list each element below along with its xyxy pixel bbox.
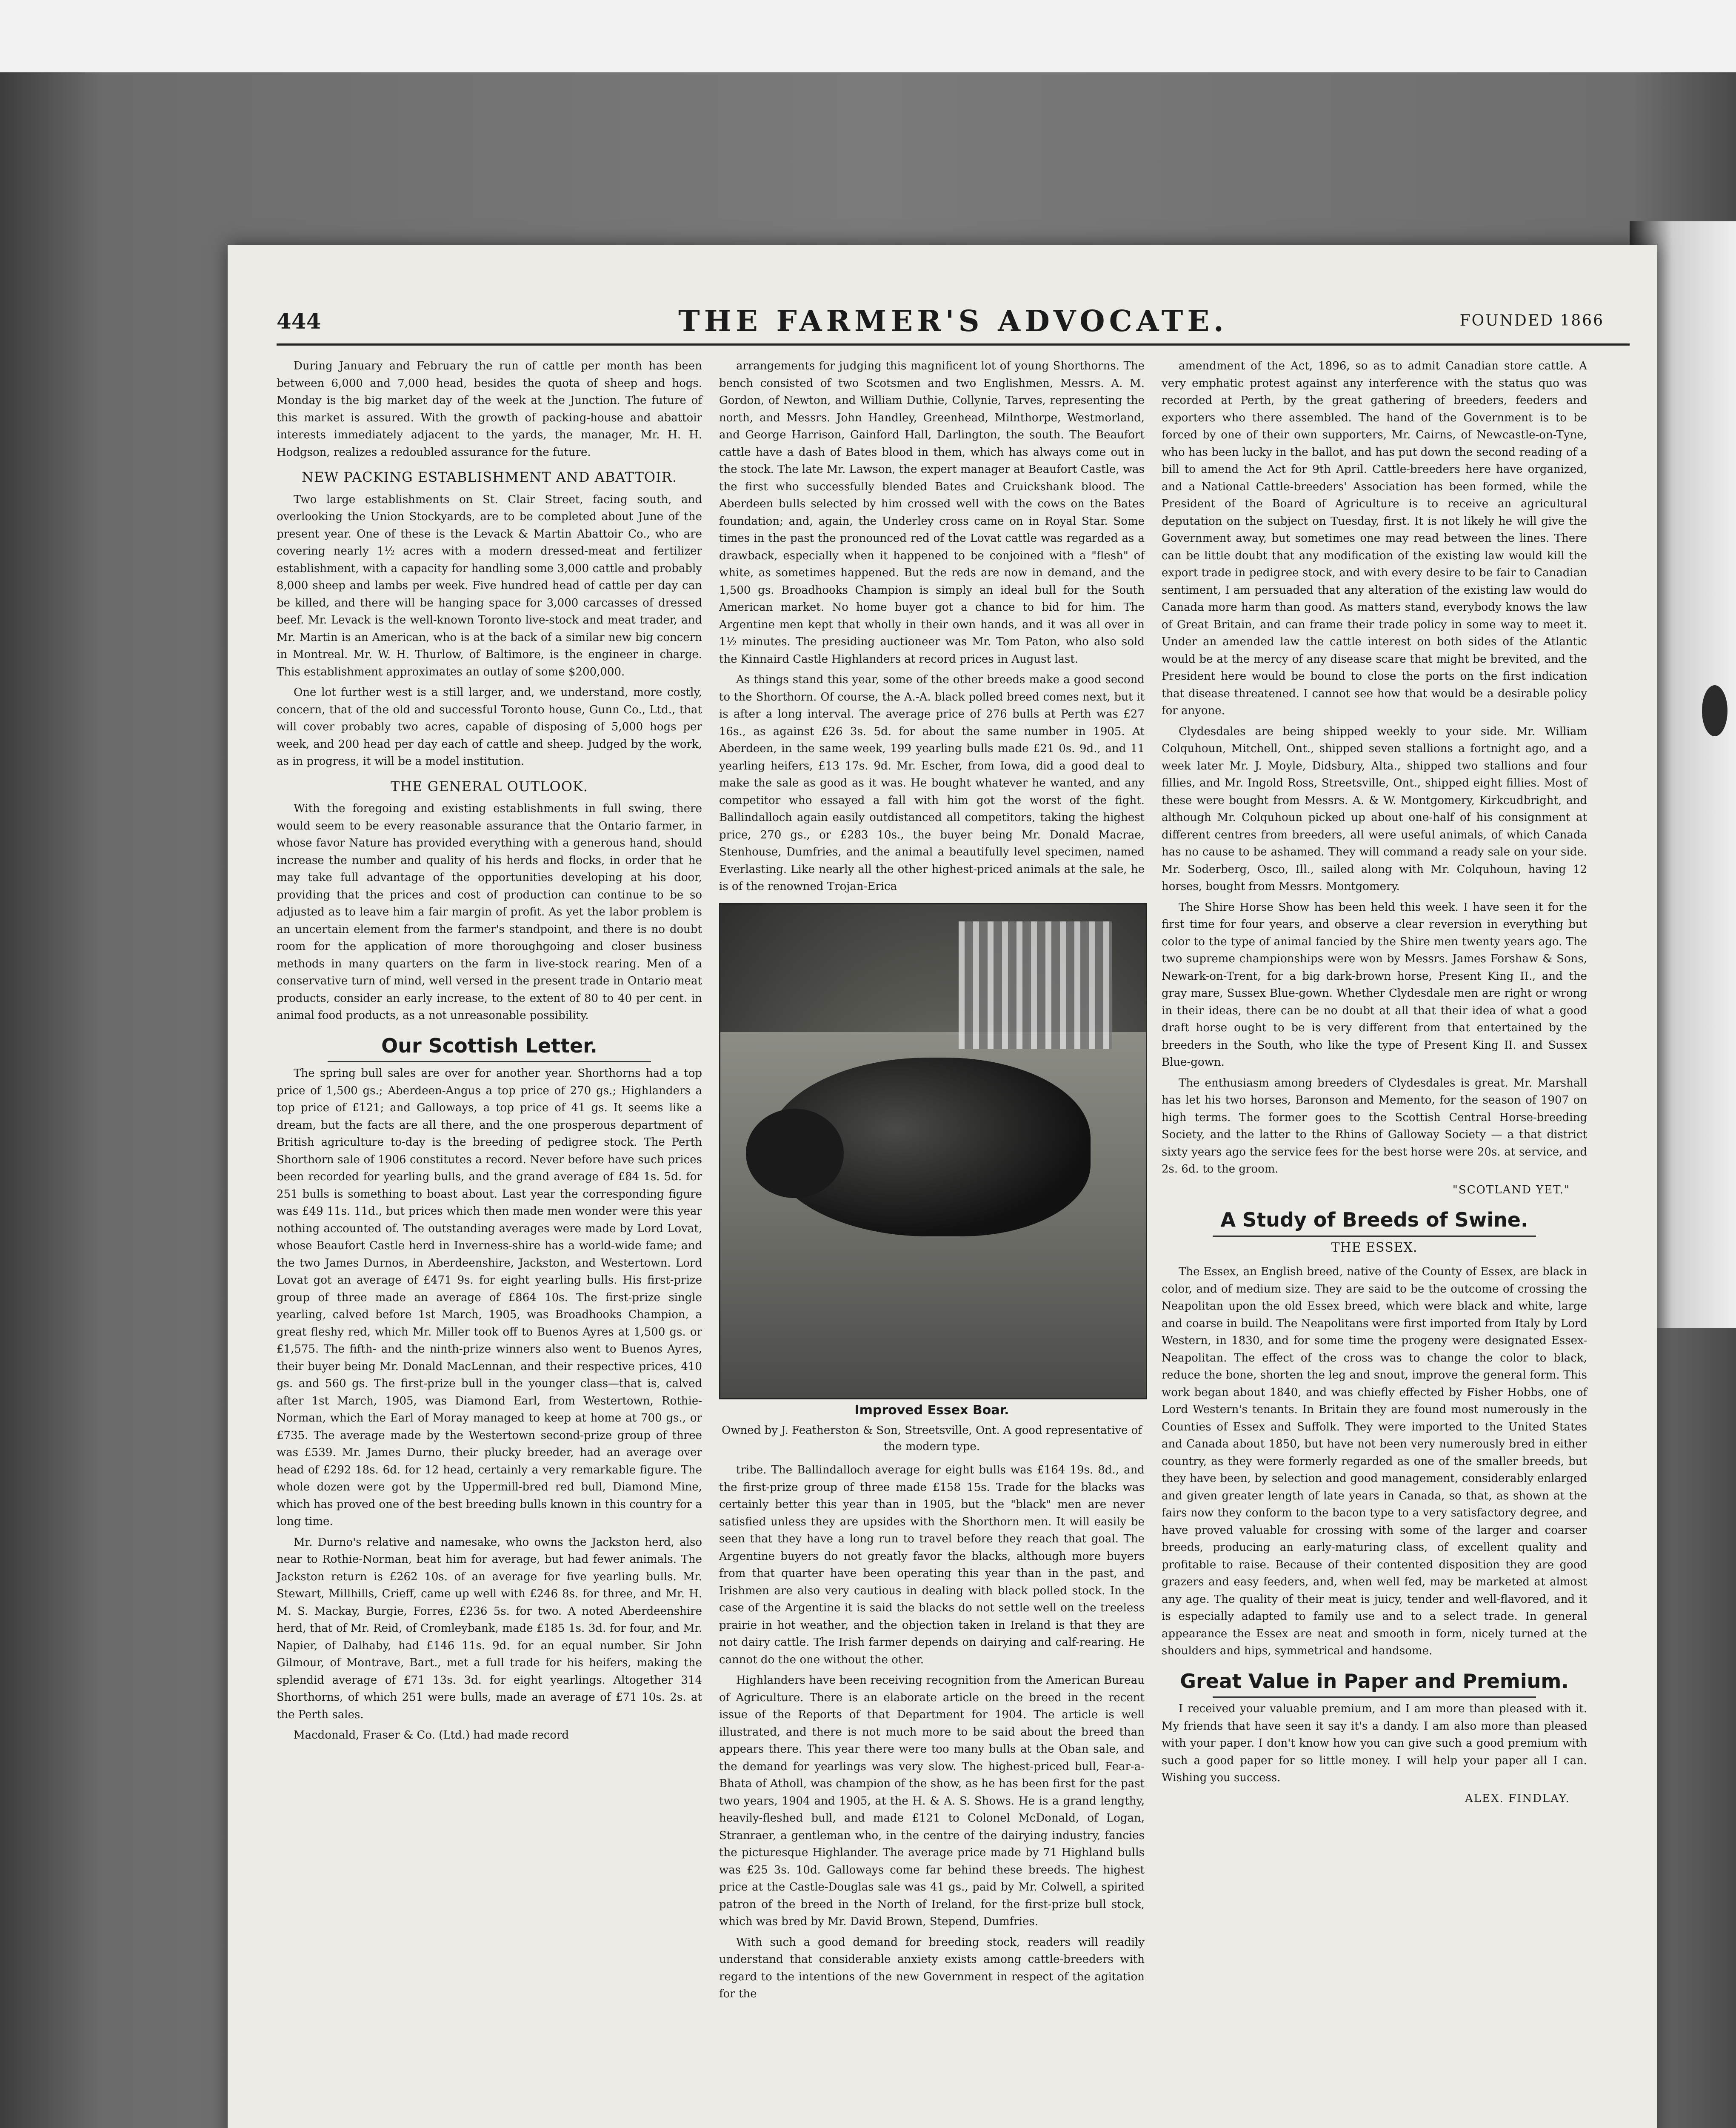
paragraph: I received your valuable premium, and I am more than pleased with it. My friends that have seen it say it's a dandy. I am also more than pleased with your paper. I don't know how you can give such a good premium with such a good paper for so little money. I will help your paper all I can. Wishing you success. <box>1162 1702 1587 1784</box>
paragraph: As things stand this year, some of the other breeds make a good second to the Shorthorn. Of course, the A.-A. black polled breed comes next, but it is after a long interval. The average price of 276 bulls at Perth was £27 16s., as against £26 3s. 5d. for about the same number in 1905. At Aberdeen, in the same week, 199 yearling bulls made £21 0s. 9d., and 11 yearling heifers, £13 17s. 9d. Mr. Escher, from Iowa, did a good deal to make the sale as good as it was. He bought whatever he wanted, and any competitor who essayed a fall with him got the worst of the fight. Ballindalloch again easily outdistanced all competitors, taking the highest price, 270 gs., or £283 10s., the buyer being Mr. Donald Macrae, Stenhouse, Dumfries, and the animal a beautifully level specimen, named Everlasting. Like nearly all the other highest-priced animals at the sale, he is of the renowned Trojan-Erica <box>719 673 1145 893</box>
paragraph: Macdonald, Fraser & Co. (Ltd.) had made record <box>294 1729 569 1742</box>
paragraph: Mr. Durno's relative and namesake, who owns the Jackston herd, also near to Rothie-Norman, beat him for average, but had fewer animals. The Jackston return is £262 10s. of an average for five yearling bulls. Mr. Stewart, Millhills, Crieff, came up well with £246 8s. for three, and Mr. H. M. S. Mackay, Burgie, Forres, £236 5s. for two. A noted Aberdeenshire herd, that of Mr. Reid, of Cromleybank, made £185 1s. 3d. for four, and Mr. Napier, of Dalhaby, had £146 11s. 9d. for an equal number. Sir John Gilmour, of Montrave, Bart., met a full trade for his heifers, making the splendid average of £71 13s. 3d. for eight yearlings. Altogether 314 Shorthorns, of which 251 were bulls, made an average of £71 10s. 2s. at the Perth sales. <box>277 1536 702 1721</box>
essex-boar-photo <box>719 903 1147 1399</box>
column-3 <box>1162 358 1587 1811</box>
founded-label: FOUNDED 1866 <box>1459 312 1604 329</box>
heading-scottish-letter: Our Scottish Letter. <box>381 1034 597 1057</box>
paragraph: amendment of the Act, 1896, so as to admit Canadian store cattle. A very emphatic protest against any interference with the status quo was recorded at Perth, by the great gathering of breeders, feeders and exporters who there assembled. The hand of the Government is to be forced by one of their own supporters, Mr. Cairns, of Newcastle-on-Tyne, who has been lucky in the ballot, and has put down the second reading of a bill to amend the Act for 9th April. Cattle-breeders here have organized, and a National Cattle-breeders' Association has been formed, while the President of the Board of Agriculture is to receive an agricultural deputation on the subject on Tuesday, first. It is not likely he will give the Government away, but sometimes one may read between the lines. There can be little doubt that any modification of the existing law would kill the export trade in pedigree stock, and with every desire to be fair to Canadian sentiment, I am persuaded that any alteration of the existing law would do Canada more harm than good. As matters stand, everybody knows the law of Great Britain, and can frame their trade policy in some way to meet it. Under an amended law the cattle interest on both sides of the Atlantic would be at the mercy of any disease scare that might be brevited, and the President here would be bound to close the ports on the first indication that disease threatened. I cannot see how that would be a desirable policy for anyone. <box>1162 360 1587 717</box>
paragraph: The Essex, an English breed, native of the County of Essex, are black in color, and of medium size. They are said to be the outcome of crossing the Neapolitan upon the old Essex breed, which were black and white, large and coarse in build. The Neapolitans were first imported from Italy by Lord Western, in 1830, and for some time the progeny were designated Essex-Neapolitan. The effect of the cross was to change the color to black, reduce the bone, shorten the leg and snout, improve the general form. This work began about 1840, and was chiefly effected by Fisher Hobbs, one of Lord Western's tenants. In Britain they are found most numerously in the Counties of Essex and Suffolk. They were imported to the United States and Canada about 1850, but have not been very numerously bred in either country, as they were formerly regarded as one of the smaller breeds, but they have been, by selection and good management, considerably enlarged and given greater length of late years in Canada, so that, as shown at the fairs now they conform to the bacon type to a very satisfactory degree, and have proved valuable for crossing with some of the larger and coarser breeds, producing an early-maturing class, of excellent quality and profitable to raise. Because of their contented disposition they are good grazers and easy feeders, and, when well fed, may be marketed at almost any age. The quality of their meat is juicy, tender and well-flavored, and it is especially adapted to family use and to a select trade. In general appearance the Essex are neat and smooth in form, nicely turned at the shoulders and hips, symmetrical and handsome. <box>1162 1265 1587 1657</box>
paragraph-intro: During January and February the run of cattle per month has been between 6,000 and 7,000 head, besides the quota of sheep and hogs. Monday is the big market day of the week at the Junction. The future of this market is assured. With the growth of packing-house and abattoir interests immediately adjacent to the yards, the manager, Mr. H. H. Hodgson, realizes a redoubled assurance for the future. <box>277 360 702 459</box>
page-content <box>277 304 1630 2128</box>
heading-swine-study: A Study of Breeds of Swine. <box>1220 1208 1528 1231</box>
paragraph: arrangements for judging this magnificent lot of young Shorthorns. The bench consisted of two Scotsmen and two Englishmen, Messrs. A. M. Gordon, of Newton, and William Duthie, Collynie, Tarves, representing the north, and Messrs. John Handley, Greenhead, Milnthorpe, Westmorland, and George Harrison, Gainford Hall, Darlington, the south. The Beaufort cattle have a dash of Bates blood in them, which has always come out in the stock. The late Mr. Lawson, the expert manager at Beaufort Castle, was the first who successfully blended Bates and Cruickshank blood. The Aberdeen bulls selected by him crossed well with the cows on the Bates foundation; and, again, the Underley cross came on in Royal Star. Some times in the past the pronounced red of the Lovat cattle was regarded as a drawback, especially when it happened to be conjoined with a "flesh" of white, as sometimes happened. But the reds are now in demand, and the 1,500 gs. Broadhooks Champion is simply an ideal bull for the South American market. No home buyer got a chance to bid for him. The Argentine men kept that wholly in their own hands, and it was all over in 1½ minutes. The presiding auctioneer was Mr. Tom Paton, who also sold the Kinnaird Castle Highlanders at record prices in August last. <box>719 360 1145 666</box>
column-2 <box>719 358 1145 2006</box>
paragraph: One lot further west is a still larger, and, we understand, more costly, concern, that of the old and successful Toronto house, Gunn Co., Ltd., that will cover probably two acres, capable of disposing of 5,000 hogs per week, and 200 head per day each of cattle and sheep. Judged by the work, as in progress, it will be a model institution. <box>277 686 702 768</box>
heading-packing: NEW PACKING ESTABLISHMENT AND ABATTOIR. <box>301 469 677 485</box>
divider <box>328 1061 651 1062</box>
scan-top-margin <box>0 0 1736 72</box>
masthead-rule <box>277 343 1630 346</box>
paragraph: The enthusiasm among breeders of Clydesdales is great. Mr. Marshall has let his two horses, Baronson and Memento, for the season of 1907 on high terms. The former goes to the Scottish Central Horse-breeding Society, and the latter to the Rhins of Galloway Society — a that district sixty years ago the service fees for the best horse were 20s. at service, and 2s. 6d. to the groom. <box>1162 1076 1587 1176</box>
paragraph: Two large establishments on St. Clair Street, facing south, and overlooking the Union Stockyards, are to be completed about June of the present year. One of these is the Levack & Martin Abattoir Co., who are covering nearly 1½ acres with a modern dressed-meat and fertilizer establishment, with a capacity for handling some 3,000 cattle and probably 8,000 sheep and lambs per week. Five hundred head of cattle per day can be killed, and there will be hanging space for 3,000 carcasses of dressed beef. Mr. Levack is the well-known Toronto live-stock and meat trader, and Mr. Martin is an American, who is at the back of a similar new big concern in Montreal. Mr. W. H. Thurlow, of Baltimore, is the engineer in charge. This establishment approximates an outlay of some $200,000. <box>277 493 702 678</box>
signature-scotland-yet: "SCOTLAND YET." <box>1452 1183 1570 1196</box>
paragraph: Highlanders have been receiving recognition from the American Bureau of Agriculture. There is an elaborate article on the breed in the recent issue of the Reports of that Department for 1904. The article is well illustrated, and there is not much more to be said about the breed than appears there. This year there were too many bulls at the Oban sale, and the demand for yearlings was very slow. The highest-priced bull, Fear-a-Bhata of Atholl, was champion of the show, as he has been first for the past two years, 1904 and 1905, at the H. & A. S. Shows. He is a grand lengthy, heavily-fleshed bull, and made £121 to Colonel McDonald, of Logan, Stranraer, a gentleman who, in the centre of the dairying industry, fancies the picturesque Highlander. The average price made by 71 Highland bulls was £25 3s. 10d. Galloways come far behind these breeds. The highest price at the Castle-Douglas sale was 41 gs., paid by Mr. Colwell, a spirited patron of the breed in the North of Ireland, for the first-prize bull stock, which was bred by Mr. David Brown, Stepend, Dumfries. <box>719 1674 1145 1928</box>
divider <box>1213 1696 1536 1698</box>
paragraph: The spring bull sales are over for another year. Shorthorns had a top price of 1,500 gs.; Aberdeen-Angus a top price of 270 gs.; Highlanders a top price of £121; and Galloways, a top price of 41 gs. It seems like a dream, but the facts are all there, and the one prosperous department of British agriculture to-day is the breeding of pedigree stock. The Perth Shorthorn sale of 1906 constitutes a record. Never before have such prices been recorded for yearling bulls, and the grand average of £84 1s. 5d. for 251 bulls is something to boast about. Last year the corresponding figure was £49 11s. 11d., but prices which then made men wonder were this year nothing accounted of. The outstanding averages were made by Lord Lovat, whose Beaufort Castle herd in Inverness-shire has a world-wide fame; and the two James Durnos, in Aberdeenshire, Jackston, and Westertown. Lord Lovat got an average of £471 9s. for eight yearling bulls. His first-prize group of three made an average of £864 10s. The first-prize single yearling, calved before 1st March, 1905, was Broadhooks Champion, a great fleshy red, which Mr. Miller took off to Buenos Ayres at 1,500 gs. or £1,575. The fifth- and the ninth-prize winners also went to Buenos Ayres, their buyer being Mr. Donald MacLennan, and their respective prices, 410 gs. and 560 gs. The first-prize bull in the younger class—that is, calved after 1st March, 1905, was Diamond Earl, from Westertown, Rothie-Norman, which the Earl of Moray managed to keep at home at 700 gs., or £735. The average made by the Westertown second-prize group of three was £539. Mr. James Durno, their plucky breeder, had an average over head of £292 18s. 6d. for 12 head, certainly a very remarkable figure. The whole dozen were got by the Uppermill-bred red bull, Diamond Mine, which has proved one of the best breeding bulls known in this country for a long time. <box>277 1067 702 1528</box>
paragraph: The Shire Horse Show has been held this week. I have seen it for the first time for four years, and observe a clear reversion in everything but color to the type of animal fancied by the Shire men twenty years ago. The two supreme championships were won by Messrs. James Forshaw & Sons, Newark-on-Trent, for a big dark-brown horse, Present King II., and the gray mare, Sussex Blue-gown. Whether Clydesdale men are right or wrong in their ideas, there can be no doubt at all that their idea of what a good draft horse ought to be is very different from that entertained by the breeders in the South, who like the type of Present King II. and Sussex Blue-gown. <box>1162 901 1587 1069</box>
column-1 <box>277 358 702 1748</box>
page-number: 444 <box>277 309 321 334</box>
signature-alex-findlay: ALEX. FINDLAY. <box>1465 1792 1570 1805</box>
paragraph: With the foregoing and existing establishments in full swing, there would seem to be every reasonable assurance that the Ontario farmer, in whose favor Nature has provided everything with a generous hand, should increase the number and quality of his herds and flocks, in order that he may take full advantage of the opportunities developing at his door, providing that the prices and cost of production can continue to be so adjusted as to leave him a fair margin of profit. As yet the labor problem is an uncertain element from the farmer's standpoint, and there is no doubt room for the application of more thoroughgoing and closer business methods in many quarters on the farm in live-stock rearing. Men of a conservative turn of mind, well versed in the present trade in Ontario meat products, consider an early increase, to the extent of 80 to 40 per cent. in animal food products, as a not unreasonable possibility. <box>277 802 702 1022</box>
divider <box>1213 1236 1536 1237</box>
paragraph: tribe. The Ballindalloch average for eight bulls was £164 19s. 8d., and the first-prize group of three made £158 15s. Trade for the blacks was certainly better this year than in 1905, but the "black" men are never satisfied unless they are upsides with the Shorthorn men. It will easily be seen that they have a long run to travel before they reach that goal. The Argentine buyers do not greatly favor the blacks, although more buyers from that quarter have been operating this year than in the past, and Irishmen are also very cautious in dealing with black polled stock. In the case of the Argentine it is said the blacks do not settle well on the treeless prairie in hot weather, and the objection taken in Ireland is that they are not dairy cattle. The Irish farmer depends on dairying and calf-rearing. He cannot do the one without the other. <box>719 1464 1145 1666</box>
heading-outlook: THE GENERAL OUTLOOK. <box>390 778 588 795</box>
page-title: THE FARMER'S ADVOCATE. <box>678 304 1228 338</box>
photo-caption-title: Improved Essex Boar. <box>854 1402 1009 1418</box>
binding-hole <box>1702 685 1727 736</box>
boar-head <box>746 1109 844 1198</box>
masthead <box>277 304 1630 338</box>
paragraph: Clydesdales are being shipped weekly to your side. Mr. William Colquhoun, Mitchell, Ont., shipped seven stallions a fortnight ago, and a week later Mr. J. Moyle, Didsbury, Alta., shipped two stallions and four fillies, and Mr. Ingold Ross, Streetsville, Ont., shipped eight fillies. Most of these were bought from Messrs. A. & W. Montgomery, Kirkcudbright, and although Mr. Colquhoun picked up about one-half of his consignment at different centres from breeders, all were useful animals, of which Canada has no cause to be ashamed. They will command a ready sale on your side. Mr. Soderberg, Osco, Ill., sailed along with Mr. Colquhoun, having 12 horses, bought from Messrs. Montgomery. <box>1162 725 1587 893</box>
heading-essex: THE ESSEX. <box>1331 1240 1418 1255</box>
paragraph: With such a good demand for breeding stock, readers will readily understand that considerable anxiety exists among cattle-breeders with regard to the intentions of the new Government in respect of the agitation for the <box>719 1936 1145 2000</box>
photo-caption: Owned by J. Featherston & Son, Streetsville, Ont. A good representative of the modern type. <box>721 1424 1142 1453</box>
photo-figure <box>719 903 1145 1455</box>
photo-fence <box>959 921 1112 1049</box>
newspaper-page <box>228 245 1657 2128</box>
heading-great-value: Great Value in Paper and Premium. <box>1180 1669 1569 1693</box>
